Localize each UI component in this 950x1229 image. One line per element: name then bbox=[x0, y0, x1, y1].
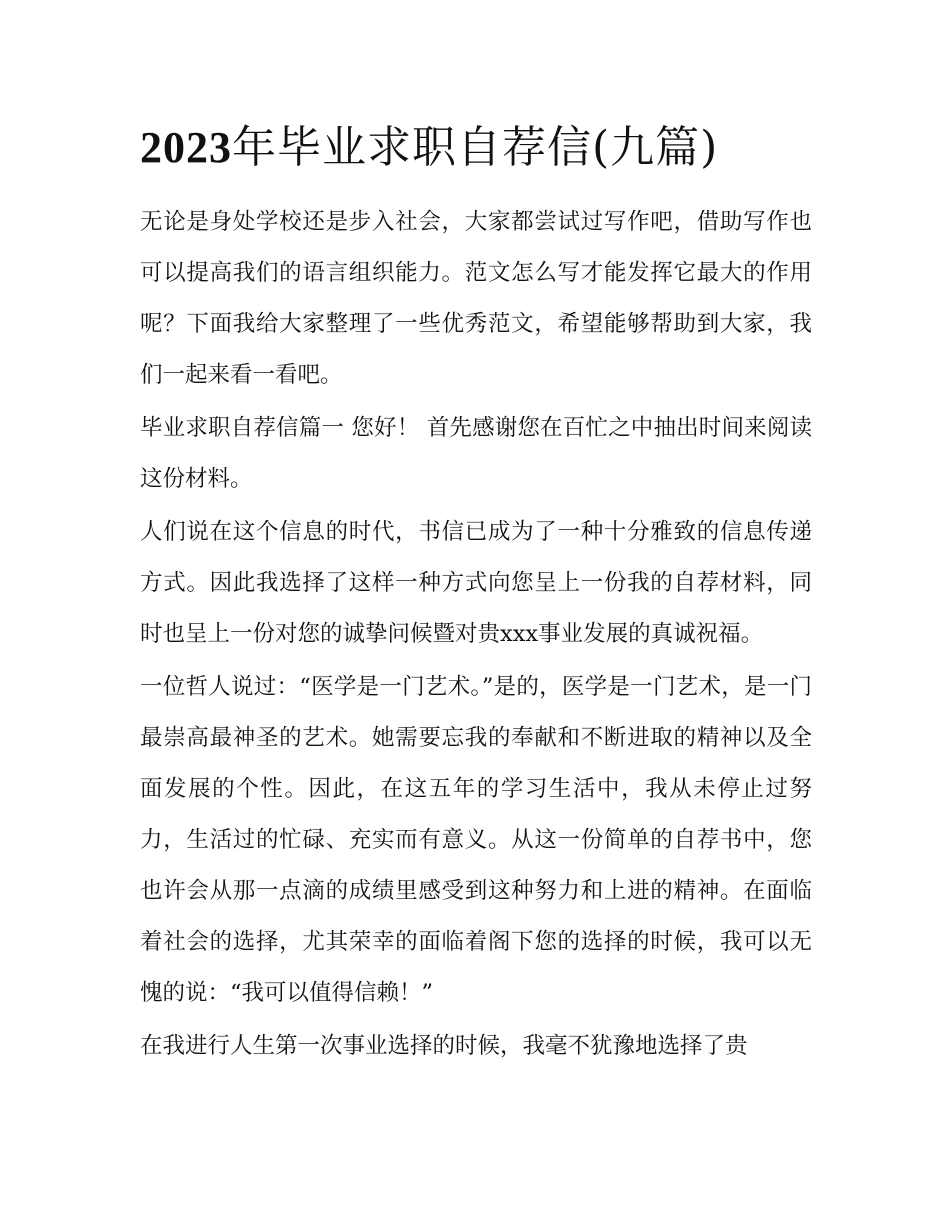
document-body bbox=[140, 197, 812, 1074]
title-text: 年毕业求职自荐信(九篇) bbox=[232, 122, 719, 173]
paragraph-career-choice: 在我进行人生第一次事业选择的时候，我毫不犹豫地选择了贵 bbox=[140, 1033, 748, 1059]
paragraph-medicine-art: 一位哲人说过：“医学是一门艺术。”是的，医学是一门艺术，是一门最崇高最神圣的艺术。她需要忘我的奉献和不断进取的精神以及全面发展的个性。因此，在这五年的学习生活中，我从未停止过努力，生活过的忙碌、充实而有意义。从这一份简单的自荐书中，您也许会从那一点滴的成绩里感受到这种努力和上进的精神。在面临着社会的选择，尤其荣幸的面临着阁下您的选择的时候，我可以无愧的说：“我可以值得信赖！” bbox=[140, 674, 812, 1006]
title-year: 2023 bbox=[140, 123, 232, 172]
paragraph-intro: 无论是身处学校还是步入社会，大家都尝试过写作吧，借助写作也可以提高我们的语言组织能力。范文怎么写才能发挥它最大的作用呢？下面我给大家整理了一些优秀范文，希望能够帮助到大家，我们一起来看一看吧。 bbox=[140, 209, 812, 388]
paragraph-letter-purpose: 人们说在这个信息的时代，书信已成为了一种十分雅致的信息传递方式。因此我选择了这样一种方式向您呈上一份我的自荐材料，同时也呈上一份对您的诚挚问候暨对贵xxx事业发展的真诚祝福。 bbox=[140, 519, 812, 647]
paragraph-letter-opening: 毕业求职自荐信篇一 您好！ 首先感谢您在百忙之中抽出时间来阅读这份材料。 bbox=[140, 415, 812, 492]
document-title bbox=[140, 118, 840, 178]
